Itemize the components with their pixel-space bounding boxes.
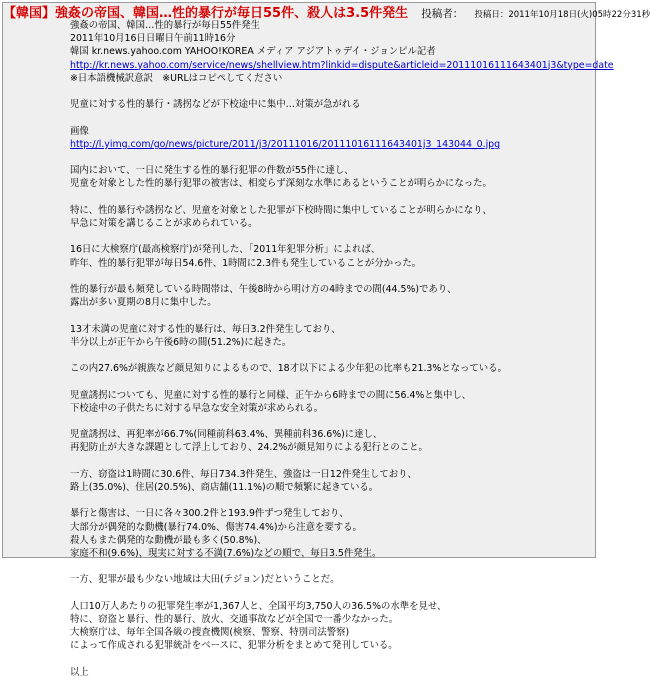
article-paragraph <box>70 468 591 494</box>
article-paragraph <box>70 573 591 586</box>
image-url-link[interactable]: http://l.yimg.com/go/news/picture/2011/j3/20111016/20111016111643401j3_143044_0.jpg <box>70 138 501 150</box>
article-paragraph <box>70 204 591 230</box>
post-date: 投稿日：2011年10月18日(火)05時22分31秒 <box>474 10 650 20</box>
article-paragraph <box>70 389 591 415</box>
paragraph-line: 16日に大検察庁(最高検察庁)が発刊した、「2011年犯罪分析」によれば、 <box>70 244 381 256</box>
bbs-post <box>2 2 650 678</box>
paragraph-line: 児童誘拐は、再犯率が66.7%(同種前科63.4%、異種前科36.6%)に達し、 <box>70 429 383 441</box>
article-paragraph <box>70 507 591 560</box>
paragraph-line: 人口10万人あたりの犯罪発生率が1,367人と、全国平均3,750人の36.5%の水準を見せ、 <box>70 600 447 612</box>
article-paragraph <box>70 125 591 151</box>
paragraph-line: 一方、窃盗は1時間に30.6件、毎日734.3件発生、強盗は一日12件発生しており、 <box>70 468 417 480</box>
paragraph-line: 性的暴行が最も頻発している時間帯は、午後8時から明け方の4時までの間(44.5%)であり、 <box>70 283 457 295</box>
paragraph-line: 家庭不和(9.6%)、現実に対する不満(7.6%)などの順で、毎日3.5件発生。 <box>70 547 382 559</box>
paragraph-line: 13才未満の児童に対する性的暴行は、毎日3.2件発生しており、 <box>70 323 341 335</box>
paragraph-line: 路上(35.0%)、住居(20.5%)、商店舗(11.1%)の順で頻繁に起きている。 <box>70 481 379 493</box>
paragraph-line: 児童誘拐についても、児童に対する性的暴行と同様、正午から6時までの間に56.4%と集中し、 <box>70 389 472 401</box>
paragraph-line: 特に、性的暴行や誘拐など、児童を対象とした犯罪が下校時間に集中していることが明らかになり、 <box>70 204 492 216</box>
paragraph-line: 半分以上が正午から午後6時の間(51.2%)に起きた。 <box>70 336 292 348</box>
source-headline: 強姦の帝国、韓国…性的暴行が毎日55件発生 <box>70 20 261 31</box>
paragraph-line: 露出が多い夏期の8月に集中した。 <box>70 297 217 309</box>
source-publisher: 韓国 kr.news.yahoo.com YAHOO!KOREA メディア アジアトゥデイ・ジョンピル記者 <box>70 46 436 58</box>
article-paragraph <box>70 428 591 454</box>
paragraph-line: 下校途中の子供たちに対する早急な安全対策が求められる。 <box>70 402 324 414</box>
article-paragraph <box>70 323 591 349</box>
paragraph-line: によって作成される犯罪統計をベースに、犯罪分析をまとめて発刊している。 <box>70 640 398 652</box>
article-paragraph <box>70 600 591 653</box>
paragraph-line: 画像 <box>70 125 89 137</box>
paragraph-line: 大検察庁は、毎年全国各級の捜査機関(検察、警察、特別司法警察) <box>70 627 350 639</box>
article-paragraph <box>70 666 591 679</box>
poster-label: 投稿者： <box>421 8 464 20</box>
post-title[interactable]: 【韓国】強姦の帝国、韓国…性的暴行が毎日55件、殺人は3.5件発生 <box>3 6 409 21</box>
source-url-link[interactable]: http://kr.news.yahoo.com/service/news/shellview.htm?linkid=dispute&articleid=20111016111643401j3&type=date <box>70 59 614 71</box>
paragraph-line: 特に、窃盗と暴行、性的暴行、放火、交通事故などが全国で一番少なかった。 <box>70 613 399 625</box>
paragraph-line: この内27.6%が親族など顔見知りによるもので、18才以下による少年犯の比率も21.3%となっている。 <box>70 363 507 375</box>
post-header <box>3 3 650 21</box>
article-paragraph <box>70 362 591 375</box>
paragraph-line: 昨年、性的暴行犯罪が毎日54.6件、1時間に2.3件も発生していることが分かった。 <box>70 257 422 269</box>
article-paragraph <box>70 243 591 269</box>
article-paragraph <box>70 283 591 309</box>
paragraph-line: 児童に対する性的暴行・誘拐などが下校途中に集中…対策が急がれる <box>70 99 361 111</box>
paragraph-line: 児童を対象とした性的暴行犯罪の被害は、相変らず深刻な水準にあるということが明らかになった。 <box>70 178 492 190</box>
source-block <box>70 19 614 85</box>
paragraph-line: 殺人もまた偶発的な動機が最も多く(50.8%)、 <box>70 534 267 546</box>
paragraph-line: 早急に対策を講じることが求められている。 <box>70 217 258 229</box>
article-paragraph <box>70 98 591 111</box>
article-paragraphs <box>70 98 591 679</box>
post-body <box>70 19 614 692</box>
paragraph-line: 国内において、一日に発生する性的暴行犯罪の件数が55件に達し、 <box>70 165 354 177</box>
translation-note: ※日本語機械訳意訳 ※URLはコピペしてください <box>70 72 283 84</box>
article-paragraph <box>70 164 591 190</box>
paragraph-line: 一方、犯罪が最も少ない地域は大田(テジョン)だということだ。 <box>70 574 340 586</box>
paragraph-line: 大部分が偶発的な動機(暴行74.0%、傷害74.4%)から注意を要する。 <box>70 521 362 533</box>
paragraph-line: 再犯防止が大きな課題として浮上しており、24.2%が顔見知りによる犯行とのこと。 <box>70 442 428 454</box>
source-datetime: 2011年10月16日日曜日午前11時16分 <box>70 33 236 45</box>
paragraph-line: 以上 <box>70 666 89 678</box>
paragraph-line: 暴行と傷害は、一日に各々300.2件と193.9件ずつ発生しており、 <box>70 508 349 520</box>
